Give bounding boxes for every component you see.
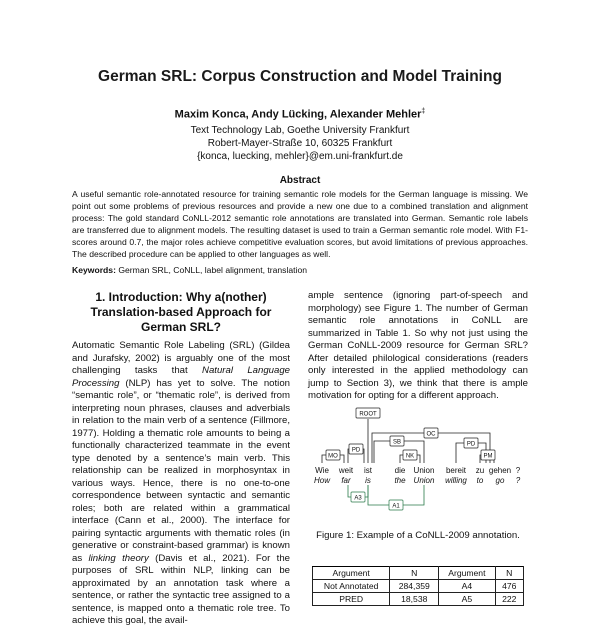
table-cell: 18,538 [390, 593, 439, 606]
word-7: zu [475, 466, 485, 475]
dependency-labels [326, 408, 495, 510]
figure-1-caption: Figure 1: Example of a CoNLL-2009 annotation. [316, 530, 520, 541]
sentence-glosses [314, 476, 521, 485]
table-row [313, 593, 524, 606]
intro-italic-linking: linking theory [88, 552, 149, 564]
intro-text-a: Automatic Semantic Role Labeling (SRL) (Gildea and Jurafsky, 2002) is arguably one of the most challenging tasks that [72, 340, 290, 376]
gloss-1: How [313, 476, 331, 485]
abstract-heading: Abstract [279, 175, 321, 186]
table-cell: 222 [495, 593, 523, 606]
label-oc: OC [426, 431, 436, 438]
sentence-words [315, 466, 521, 475]
intro-text-c: (Davis et al., 2021). For the purposes of SRL within NLP, linking can be approximated by an annotation task where a sentence, or rather the syntactic tree assigned to a sentence, is mapped onto a thematic role tree. To achieve this goal, the avail- [72, 552, 290, 626]
word-9: ? [515, 466, 521, 475]
word-3: ist [364, 466, 372, 475]
intro-paragraph-left [72, 340, 290, 628]
table-header-cell: N [495, 567, 523, 580]
affiliation-line-1: Text Technology Lab, Goethe University Frankfurt [190, 125, 410, 136]
intro-italic-nlp: Natural Language Processing [72, 365, 291, 389]
table-cell: PRED [313, 593, 390, 606]
intro-paragraph-right: ample sentence (ignoring part-of-speech and morphology) see Figure 1. The number of German semantic role annotations in CoNLL are summarized in Table 1. So why not just using the German CoNLL-2009 resource for German SRL? After detailed philological considerations (readers only interested in the applied methodology can jump to Section 3), we think that there is ample motivation for opting for a different approach. [308, 290, 528, 401]
affiliation-line-2: Robert-Mayer-Straße 10, 60325 Frankfurt [207, 138, 393, 149]
word-4: die [394, 466, 406, 475]
gloss-7: to [476, 476, 484, 485]
table-header-cell: Argument [313, 567, 390, 580]
word-2: weit [338, 466, 354, 475]
gloss-9: ? [515, 476, 521, 485]
gloss-8: go [495, 476, 505, 485]
section-heading-line-2: Translation-based Approach for [90, 305, 272, 319]
affiliation-line-3: {konca, luecking, mehler}@em.uni-frankfurt.de [197, 151, 403, 162]
section-heading-line-3: German SRL? [140, 320, 221, 334]
label-root: ROOT [359, 411, 377, 418]
word-8: gehen [488, 466, 512, 475]
figure-1-dependency-diagram [308, 405, 528, 515]
label-pd1: PD [351, 447, 361, 454]
table-row [313, 580, 524, 593]
table-1 [312, 566, 524, 606]
author-mark: ‡ [421, 108, 426, 115]
word-1: Wie [315, 466, 329, 475]
author-names: Maxim Konca, Andy Lücking, Alexander Mehler [174, 108, 422, 121]
gloss-4: the [394, 476, 406, 485]
gloss-5: Union [413, 476, 435, 485]
label-sb: SB [392, 439, 402, 446]
keywords [72, 265, 528, 275]
label-pd2: PD [466, 441, 476, 448]
label-nk: NK [405, 453, 415, 460]
table-cell: 476 [495, 580, 523, 593]
word-6: bereit [445, 466, 467, 475]
label-mo: MO [328, 453, 338, 460]
gloss-3: is [365, 476, 371, 485]
table-cell: A5 [439, 593, 495, 606]
paper-authors [0, 108, 600, 121]
table-header-cell: Argument [439, 567, 495, 580]
abstract-text: A useful semantic role-annotated resource for training semantic role models for the German language is missing. We point out some problems of previous resources and provide a new one due to a combined translation and alignment process: The gold standard CoNLL-2012 semantic role annotations are translated into German. Semantic role labels are transferred due to alignment models. The resulting dataset is used to train a German semantic role model. With F1-scores around 0.7, the major roles achieve competitive evaluation scores, but avoid limitations of previous approaches. The described procedure can be applied to other languages as well. [72, 189, 528, 259]
table-cell: Not Annotated [313, 580, 390, 593]
paper-title: German SRL: Corpus Construction and Model Training [98, 68, 502, 85]
gloss-6: willing [445, 476, 467, 485]
table-header-cell: N [390, 567, 439, 580]
table-cell: A4 [439, 580, 495, 593]
word-5: Union [413, 466, 435, 475]
label-a1: A1 [392, 503, 400, 510]
gloss-2: far [341, 476, 351, 485]
dependency-arcs [322, 419, 494, 505]
keywords-text: German SRL, CoNLL, label alignment, translation [118, 265, 308, 275]
label-pm: PM [483, 453, 493, 460]
table-cell: 284,359 [390, 580, 439, 593]
keywords-label: Keywords: [72, 265, 116, 275]
label-a3: A3 [354, 495, 362, 502]
intro-text-b: (NLP) has yet to solve. The notion “semantic role”, or “thematic role”, is derived from interpreting noun phrases, clauses and adverbials in relation to the main verb of a sentence (Fillmore, 1977). Holding a thematic role amounts to being a functionally characterized teammate in the event type denoted by a sentence’s main verb. This relationship can be realized in morphosyntax in various ways. Hence, there is no one-to-one correspondence between syntactic and semantic roles; both are related within a grammatical interface (Cann et al., 2000). The interface for pairing syntactic arguments with thematic roles (in generative or constraint-based grammar) is known as [72, 377, 290, 564]
table-header-row [313, 567, 524, 580]
section-heading-line-1: 1. Introduction: Why a(nother) [95, 290, 267, 304]
section-heading [72, 290, 290, 335]
